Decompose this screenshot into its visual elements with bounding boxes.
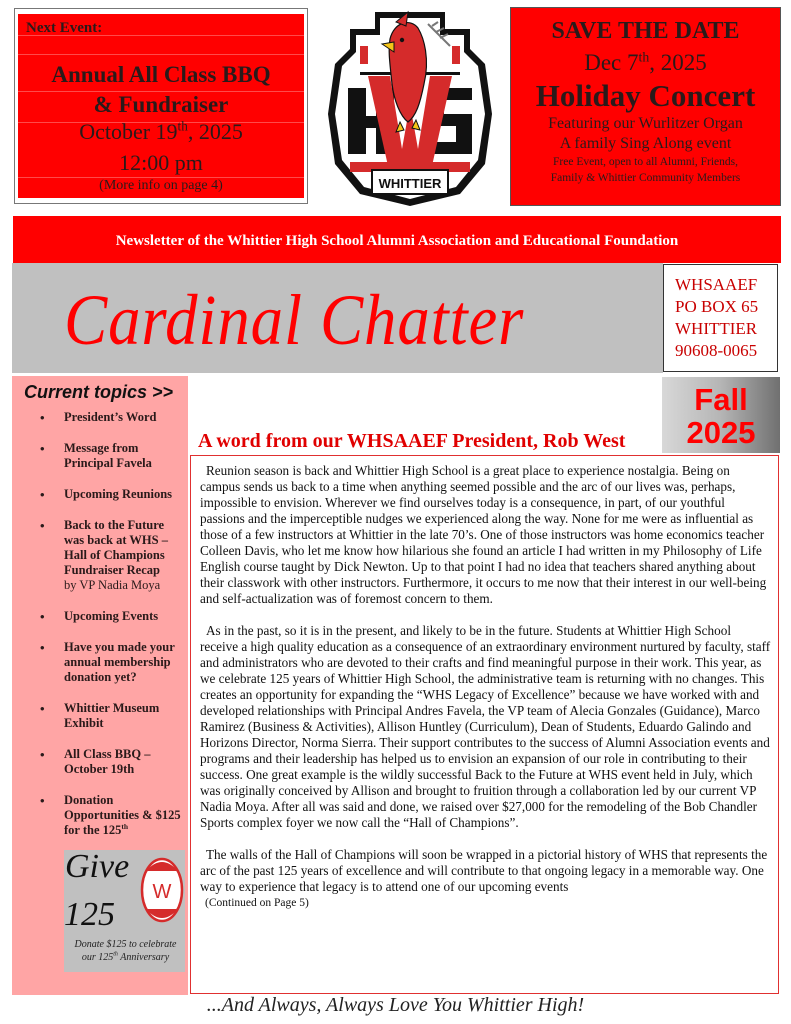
topic-item[interactable]: • Upcoming Events: [12, 609, 188, 624]
topic-item[interactable]: • Whittier Museum Exhibit: [12, 701, 188, 731]
next-event-panel: [18, 14, 304, 198]
give-amount: 125: [64, 896, 115, 933]
next-event-label: Next Event:: [26, 20, 103, 36]
logo-banner-text: WHITTIER: [378, 176, 442, 191]
address-line: WHITTIER: [675, 319, 758, 338]
next-event-box: [14, 8, 308, 204]
save-the-date-line1: Featuring our Wurlitzer Organ: [548, 115, 743, 132]
w-emblem-letter: W: [152, 881, 172, 903]
save-the-date-line2: A family Sing Along event: [559, 135, 732, 152]
masthead: [12, 263, 663, 373]
continued-link[interactable]: (Continued on Page 5): [205, 897, 309, 909]
topic-item[interactable]: • Donation Opportunities & $125 for the 125th: [12, 793, 188, 838]
next-event-date: October 19th, 2025: [79, 118, 243, 144]
address-line: WHSAAEF: [675, 275, 758, 294]
give-caption: Donate $125 to celebrate our 125th Anniversary: [74, 939, 177, 963]
article-title: A word from our WHSAAEF President, Rob West: [198, 430, 626, 452]
save-the-date-date: Dec 7th, 2025: [584, 49, 707, 75]
sidebar-heading: Current topics >>: [24, 382, 174, 402]
address-line: PO BOX 65: [675, 297, 759, 316]
w-emblem-icon: [140, 857, 184, 923]
next-event-more-info: (More info on page 4): [99, 178, 223, 193]
topic-item[interactable]: • Upcoming Reunions: [12, 487, 188, 502]
give-125-graphic: [64, 850, 185, 972]
newsletter-banner: Newsletter of the Whittier High School Alumni Association and Educational Foundation: [13, 216, 781, 263]
topic-item[interactable]: • Have you made your annual membership donation yet?: [12, 640, 188, 685]
article-paragraph: The walls of the Hall of Champions will soon be wrapped in a pictorial history of WHS that represents the arc of the past 125 years of excellence and will contribute to that ongoing legacy in a memorable way. One way to experience that legacy is to attend one of our upcoming events: [200, 847, 768, 894]
mailing-address: [663, 264, 778, 372]
next-event-time: 12:00 pm: [119, 150, 203, 175]
issue-badge: [662, 377, 780, 453]
masthead-title: Cardinal Chatter: [64, 280, 525, 360]
topic-item[interactable]: • President’s Word: [12, 410, 188, 425]
give-text: Give: [65, 848, 130, 885]
topic-byline: by VP Nadia Moya: [64, 578, 161, 592]
footer-slogan: ...And Always, Always Love You Whittier High!: [206, 994, 585, 1016]
issue-year: 2025: [686, 415, 756, 450]
save-the-date-line3: Free Event, open to all Alumni, Friends,: [553, 156, 738, 168]
topic-item[interactable]: • Message from Principal Favela: [12, 441, 188, 471]
cardinal-crest-icon: [320, 4, 500, 209]
topics-list: [12, 410, 188, 854]
article-paragraph: As in the past, so it is in the present, and likely to be in the future. Students at Whittier High School receive a high quality education as a consequence of an extraordinary environment nurtured by faculty, staff and administrators who are devoted to their crafts and find meaningful purpose in their work. This year, as we celebrate 125 years of Whittier High School, the administrative team is returning with no changes. This creates an opportunity for expanding the “WHS Legacy of Excellence” because we have worked with and developed relationships with Principal Andres Favela, the VP team of Alecia Gonzales (Guidance), Marco Ramirez (Business & Activities), Allison Huntley (Curriculum), Dean of Students, Eduardo Galindo and Horizons Director, Norma Sierra. Their support contributes to the success of Alumni Association events and programs and their leadership has helped us to envision an expansion of our role in contributing to their success. One great example is the wildly successful Back to the Future at WHS event held in July, which was originally conceived by Allison and brought to fruition through a collaboration led by our current VP Nadia Moya. After all was said and done, we raised over $27,000 for the remodeling of the Bob Chandler Sports complex foyer we now call the “Hall of Champions”.: [200, 623, 771, 830]
article-paragraph: Reunion season is back and Whittier High School is a great place to experience nostalgia. Being on campus sends us back to a time when anything seemed possible and the arc of our lives was, perhaps, impossible to envision. Wherever we find ourselves today is a consequence, in part, of our youthful passions and the imperceptible nudges we experienced along the way. None for me were as influential as those of a few instructors at Whittier in the late 70’s. One of those instructors was home economics teacher Colleen Davis, who let me know how hilarious she found an article I had written in my Philosophy of Life English course taught by Dick Newton. Up to that point I had no idea that teachers shared anything about their classwork with other instructors. Furthermore, it occurs to me now that their interest in our well-being and self-actualization was of foremost concern to them.: [200, 463, 767, 606]
issue-season: Fall: [694, 382, 748, 417]
next-event-title: [18, 60, 304, 120]
save-the-date-line4: Family & Whittier Community Members: [550, 172, 741, 184]
save-the-date-event: Holiday Concert: [535, 78, 756, 113]
article-body: [190, 455, 779, 994]
next-event-title-line1: Annual All Class BBQ: [51, 62, 271, 87]
topic-item[interactable]: • Back to the Future was back at WHS – Hall of Champions Fundraiser Recap by VP Nadia Moya: [12, 518, 188, 593]
save-the-date-box: [510, 7, 781, 206]
whs-cardinal-logo: [320, 4, 500, 209]
address-line: 90608-0065: [675, 341, 758, 360]
save-the-date-heading: SAVE THE DATE: [551, 18, 740, 44]
topic-item[interactable]: • All Class BBQ – October 19th: [12, 747, 188, 777]
next-event-title-line2: & Fundraiser: [93, 92, 229, 117]
